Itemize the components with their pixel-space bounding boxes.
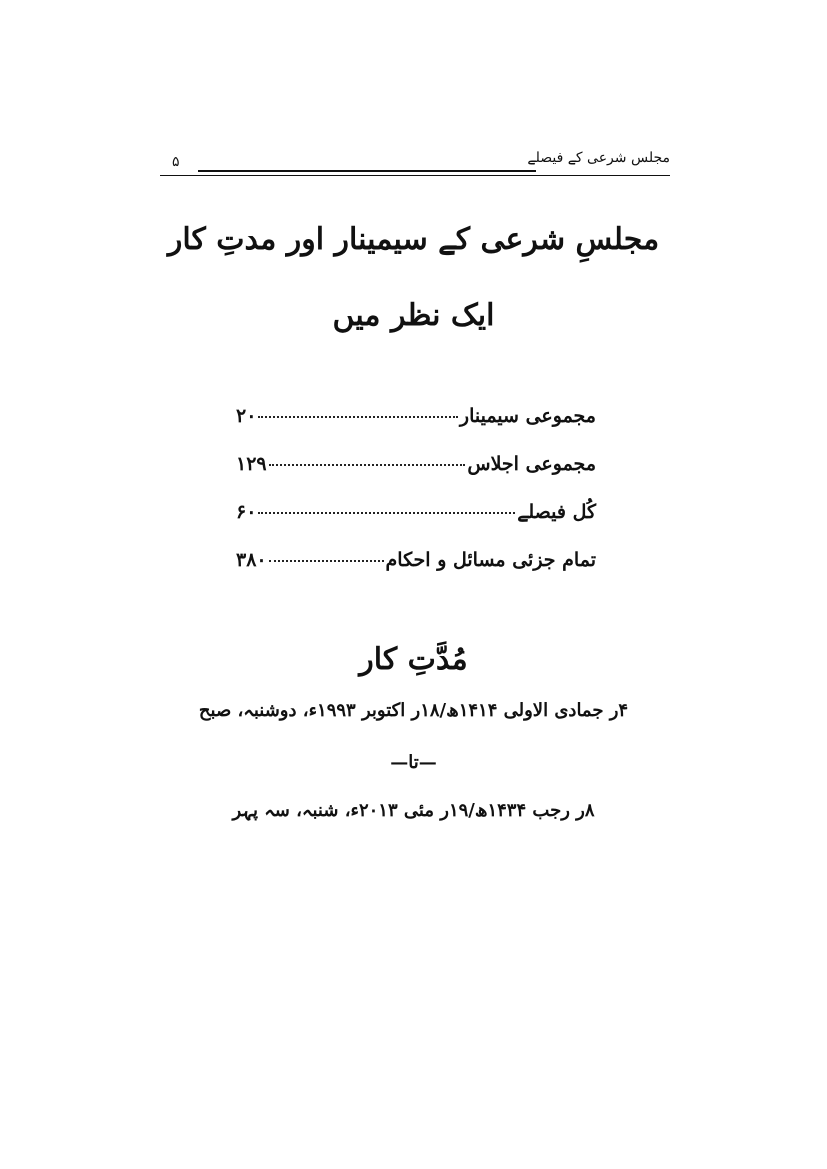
running-header-title: مجلس شرعی کے فیصلے (527, 150, 670, 166)
stats-list (236, 405, 596, 597)
dot-leader (258, 512, 515, 514)
start-date: ۴ر جمادی الاولی ۱۴۱۴ھ/۱۸ر اکتوبر ۱۹۹۳ء، دوشنبہ، صبح (198, 700, 629, 721)
stat-label: کُل فیصلے (517, 501, 596, 523)
dot-leader (258, 416, 457, 418)
stat-label: مجموعی سیمینار (459, 405, 596, 427)
page-title: مجلسِ شرعی کے سیمینار اور مدتِ کار (167, 222, 660, 257)
date-separator: —تا— (390, 752, 437, 773)
stat-row-seminars (236, 405, 596, 453)
header-rule (160, 175, 670, 176)
header-rule-inner (198, 170, 536, 172)
stat-label: تمام جزئی مسائل و احکام (385, 549, 596, 571)
duration-heading: مُدَّتِ کار (359, 642, 468, 677)
stat-row-rulings (236, 549, 596, 597)
stat-value: ۲۰ (236, 405, 257, 427)
stat-row-decisions (236, 501, 596, 549)
dot-leader (269, 464, 466, 466)
stat-value: ۶۰ (236, 501, 257, 523)
end-date: ۸ر رجب ۱۴۳۴ھ/۱۹ر مئی ۲۰۱۳ء، شنبہ، سہ پہر (232, 800, 595, 821)
running-header (160, 150, 670, 180)
stat-value: ۱۲۹ (236, 453, 267, 475)
page-number: ۵ (172, 154, 180, 170)
stat-label: مجموعی اجلاس (467, 453, 596, 475)
stat-row-sessions (236, 453, 596, 501)
stat-value: ۳۸۰ (236, 549, 267, 571)
dot-leader (269, 560, 384, 562)
page-subtitle: ایک نظر میں (332, 298, 495, 333)
